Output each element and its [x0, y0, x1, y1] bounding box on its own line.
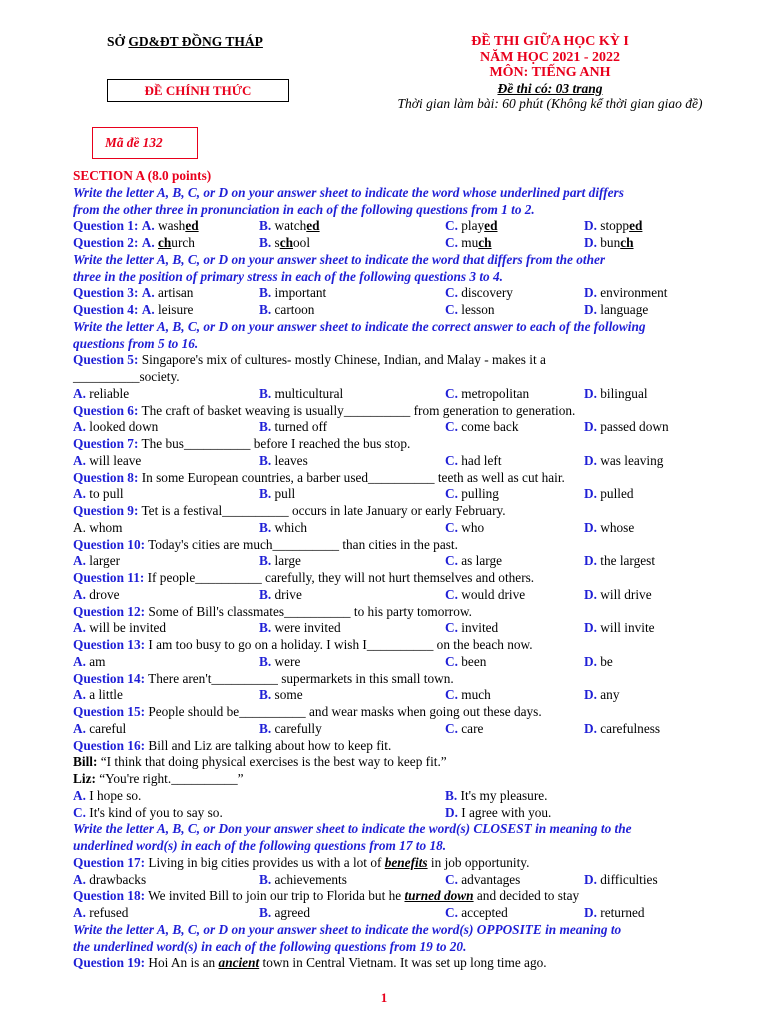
question-5-cont: __________society. [73, 369, 180, 384]
question-12: Question 12: Some of Bill's classmates__________ to his party tomorrow. [73, 603, 472, 619]
instruction: underlined word(s) in each of the following questions from 17 to 18. [73, 838, 447, 853]
dialogue-liz: Liz: “You're right.__________” [73, 771, 244, 786]
exam-content [73, 168, 753, 972]
question-15: Question 15: People should be__________ and wear masks when going out these days. [73, 704, 542, 719]
options-5: A. reliable B. multicultural C. metropolitan D. bilingual [73, 385, 648, 401]
instruction: Write the letter A, B, C, or Don your answer sheet to indicate the word(s) CLOSEST in meaning to the [73, 821, 632, 837]
instruction: Write the letter A, B, C, or D on your answer sheet to indicate the word that differs from the other [73, 251, 606, 267]
instruction: the underlined word(s) in each of the following questions from 19 to 20. [73, 938, 467, 954]
exam-code-box: Mã đề 132 [92, 127, 198, 159]
question-3: Question 3: A. artisan B. important C. discovery D. environment [73, 285, 668, 301]
question-2: Question 2: A. church B. school C. much D. bunch [73, 235, 634, 250]
options-15: A. careful B. carefully C. care D. carefulness [73, 720, 661, 736]
options-9: A. whom B. which C. who D. whose [73, 519, 635, 535]
instruction: from the other three in pronunciation in each of the following questions from 1 to 2. [73, 201, 535, 217]
question-17: Question 17: Living in big cities provides us with a lot of benefits in job opportunity. [73, 854, 530, 870]
page-number: 1 [380, 990, 388, 1005]
options-13: A. am B. were C. been D. be [73, 653, 613, 669]
subject: MÔN: TIẾNG ANH [489, 65, 611, 80]
options-18: A. refused B. agreed C. accepted D. returned [73, 905, 645, 920]
question-13: Question 13: I am too busy to go on a holiday. I wish I__________ on the beach now. [73, 637, 533, 652]
question-19: Question 19: Hoi An is an ancient town in Central Vietnam. It was set up long time ago. [73, 955, 547, 971]
instruction: Write the letter A, B, C, or D on your answer sheet to indicate the word(s) OPPOSITE in meaning to [73, 921, 622, 937]
question-14: Question 14: There aren't__________ supermarkets in this small town. [73, 670, 454, 686]
instruction: questions from 5 to 16. [73, 335, 199, 351]
options-16-ab: A. I hope so. B. It's my pleasure. [73, 787, 548, 803]
instruction: Write the letter A, B, C, or D on your answer sheet to indicate the correct answer to each of the following [73, 318, 646, 334]
time-limit: Thời gian làm bài: 60 phút (Không kể thời gian giao đề) [397, 96, 703, 111]
exam-title: ĐỀ THI GIỮA HỌC KỲ I [471, 34, 629, 49]
options-7: A. will leave B. leaves C. had left D. was leaving [73, 452, 664, 468]
question-6: Question 6: The craft of basket weaving is usually__________ from generation to generation. [73, 402, 576, 418]
official-exam-box: ĐỀ CHÍNH THỨC [107, 79, 289, 102]
options-16-cd: C. It's kind of you to say so. D. I agree with you. [73, 804, 552, 820]
question-1: Question 1: A. washed B. watched C. played D. stopped [73, 218, 643, 234]
question-18: Question 18: We invited Bill to join our trip to Florida but he turned down and decided to stay [73, 888, 580, 904]
options-14: A. a little B. some C. much D. any [73, 687, 620, 703]
options-11: A. drove B. drive C. would drive D. will drive [73, 586, 652, 602]
page-count: Đề thi có: 03 trang [497, 80, 603, 96]
question-8: Question 8: In some European countries, a barber used__________ teeth as well as cut hair. [73, 469, 565, 485]
question-11: Question 11: If people__________ carefully, they will not hurt themselves and others. [73, 570, 535, 585]
department-name: SỞ GD&ĐT ĐỒNG THÁP [107, 34, 263, 49]
options-17: A. drawbacks B. achievements C. advantages D. difficulties [73, 871, 658, 887]
section-title: SECTION A (8.0 points) [73, 168, 212, 183]
school-year: NĂM HỌC 2021 - 2022 [480, 49, 620, 65]
options-6: A. looked down B. turned off C. come back D. passed down [73, 419, 669, 435]
question-16: Question 16: Bill and Liz are talking about how to keep fit. [73, 737, 392, 753]
options-12: A. will be invited B. were invited C. invited D. will invite [73, 620, 655, 636]
exam-header [340, 34, 760, 112]
question-9: Question 9: Tet is a festival__________ occurs in late January or early February. [73, 503, 506, 518]
question-7: Question 7: The bus__________ before I reached the bus stop. [73, 436, 411, 451]
dialogue-bill: Bill: “I think that doing physical exercises is the best way to keep fit.” [73, 754, 447, 770]
question-5: Question 5: Singapore's mix of cultures- mostly Chinese, Indian, and Malay - makes it a [73, 352, 546, 368]
options-8: A. to pull B. pull C. pulling D. pulled [73, 486, 634, 502]
question-10: Question 10: Today's cities are much__________ than cities in the past. [73, 536, 458, 552]
instruction: three in the position of primary stress in each of the following questions 3 to 4. [73, 268, 503, 284]
question-4: Question 4: A. leisure B. cartoon C. lesson D. language [73, 302, 649, 317]
options-10: A. larger B. large C. as large D. the largest [73, 553, 656, 569]
instruction: Write the letter A, B, C, or D on your answer sheet to indicate the word whose underlined part differs [73, 184, 624, 200]
